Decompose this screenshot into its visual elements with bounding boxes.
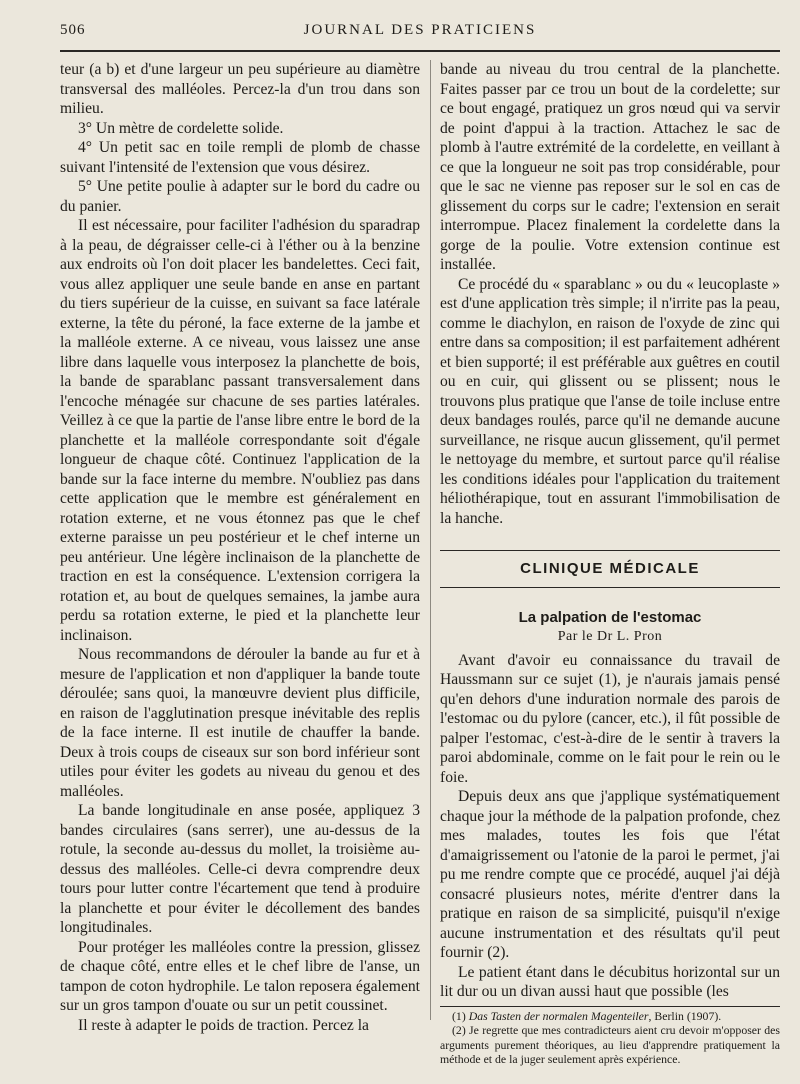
paragraph: Le patient étant dans le décubitus horizontal sur un lit dur ou un divan aussi haut que possible (les (440, 963, 780, 1000)
page-number: 506 (60, 22, 86, 38)
right-column (440, 60, 780, 1067)
paragraph: 3° Un mètre de cordelette solide. (78, 119, 284, 137)
page-header (60, 22, 780, 44)
article-author: Par le Dr L. Pron (557, 629, 663, 644)
footnotes (440, 1006, 780, 1067)
section-heading: CLINIQUE MÉDICALE (440, 550, 780, 588)
paragraph: Avant d'avoir eu connaissance du travail de Haussmann sur ce sujet (1), je n'aurais jamais pensé qu'en dehors d'une induration normale des parois de l'estomac ou du pylore (cancer, etc.), il fût possible de palper l'estomac, c'est-à-dire de le sentir à travers la paroi abdominale, comme on le fait pour le rein ou le foie. (440, 651, 780, 786)
footnote-1-rest: , Berlin (1907). (648, 1008, 722, 1023)
header-rule (60, 50, 780, 52)
footnote-1-marker: (1) (452, 1008, 466, 1023)
paragraph: Depuis deux ans que j'applique systématiquement chaque jour la méthode de la palpation profonde, chez mes malades, toutes les fois que l'état d'amaigrissement ou l'atonie de la paroi le permet, j'ai pu me rendre compte que ce procédé, auquel j'ai déjà consacré plusieurs notes, mérite d'entrer dans la pratique en raison de sa simplicité, puisqu'il n'exige aucune instrumentation et des résultats qu'il peut fournir (2). (440, 788, 780, 961)
paragraph: Il reste à adapter le poids de traction. Percez la (78, 1016, 369, 1034)
paragraph: 5° Une petite poulie à adapter sur le bord du cadre ou du panier. (60, 178, 420, 215)
left-column (60, 60, 420, 1035)
paragraph: Pour protéger les malléoles contre la pression, glissez de chaque côté, entre elles et le chef libre de l'anse, un tampon de coton hydrophile. Le talon reposera également sur un gros tampon d'ouate ou sur un petit coussinet. (60, 938, 420, 1014)
article-title: La palpation de l'estomac (518, 608, 702, 626)
paragraph: 4° Un petit sac en toile rempli de plomb de chasse suivant l'intensité de l'extension que vous désirez. (60, 139, 420, 176)
footnote-2: (2) Je regrette que mes contradicteurs aient cru devoir m'opposer des arguments purement théoriques, au lieu d'apprendre pratiquement la méthode et de la juger seulement après expérience. (440, 1023, 780, 1066)
footnote-1 (440, 1009, 780, 1024)
journal-title: JOURNAL DES PRATICIENS (303, 22, 537, 38)
paragraph: Il est nécessaire, pour faciliter l'adhésion du sparadrap à la peau, de dégraisser celle-ci à l'éther ou à la benzine aux endroits où l'on doit placer les bandelettes. Ceci fait, vous allez appliquer une seule bande en anse en partant du tiers supérieur de la cuisse, en suivant sa face latérale externe, la tête du péroné, la face externe de la jambe et la malléole externe. A ce niveau, vous laissez une anse libre dans laquelle vous interposez la planchette de bois, la bande de sparablanc passant transversalement dans l'encoche ménagée sur chacune de ses parties latérales. Veillez à ce que la partie de l'anse libre entre le bord de la planchette et la malléole correspondante soit d'égale longueur de chaque côté. Continuez l'application de la bande sur la face interne du membre. N'oubliez pas dans cette application que le membre est généralement en rotation externe, et ne vous étonnez pas que le chef externe paraisse un peu postérieur et le chef interne un peu antérieur. Une légère inclinaison de la planchette de traction en est la conséquence. L'extension corrigera la rotation et, au bout de quelques semaines, la jambe aura perdu sa rotation externe, le pied et la planchette leur inclinaison. (60, 217, 420, 644)
paragraph: bande au niveau du trou central de la planchette. Faites passer par ce trou un bout de la cordelette; sur ce bout engagé, pratiquez un gros nœud qui va servir de point d'appui à la traction. Attachez le sac de plomb à l'autre extrémité de la cordelette, en veillant à ce que la longueur ne soit pas trop considérable, pour que le sac ne vienne pas reposer sur le sol en cas de glissement du corps sur le cadre; l'extension en serait interrompue. Placez finalement la cordelette dans la gorge de la poulie. Votre extension continue est installée. (440, 61, 780, 273)
column-divider (430, 60, 431, 1020)
footnote-1-title: Das Tasten der normalen Magenteiler (468, 1008, 649, 1023)
paragraph: Ce procédé du « sparablanc » ou du « leucoplaste » est d'une application très simple; il n'irrite pas la peau, comme le diachylon, en raison de l'oxyde de zinc qui entre dans sa composition; il est parfaitement adhérent et bien supporté; il est préférable aux guêtres en coutil ou en cuir, qui glissent ou se plissent; nous le trouvons plus pratique que l'anse de toile incluse entre deux bandages roulés, parce qu'il ne demande aucune surveillance, ne risque aucun glissement, qu'il permet le nettoyage du membre, et surtout parce qu'il réalise les conditions idéales pour l'application du traitement héliothérapique, tout en assurant l'immobilisation de la hanche. (440, 275, 780, 527)
paragraph: teur (a b) et d'une largeur un peu supérieure au diamètre transversal des malléoles. Percez-la d'un trou dans son milieu. (60, 61, 420, 117)
paragraph: Nous recommandons de dérouler la bande au fur et à mesure de l'application et non d'appliquer la bande toute déroulée; sans quoi, la manœuvre devient plus difficile, en raison de l'agglutination presque inévitable des replis de la face interne. Il est inutile de chauffer la bande. Deux à trois coups de ciseaux sur son bord inférieur sont utiles pour éviter les godets au niveau du genou et des malléoles. (60, 646, 420, 800)
paragraph: La bande longitudinale en anse posée, appliquez 3 bandes circulaires (sans serrer), une au-dessus de la rotule, la seconde au-dessus du mollet, la troisième au-dessus des malléoles. Celle-ci devra comprendre deux tours pour lutter contre l'écartement que tend à produire la planchette et pour éviter le décollement des bandes longitudinales. (60, 802, 420, 936)
